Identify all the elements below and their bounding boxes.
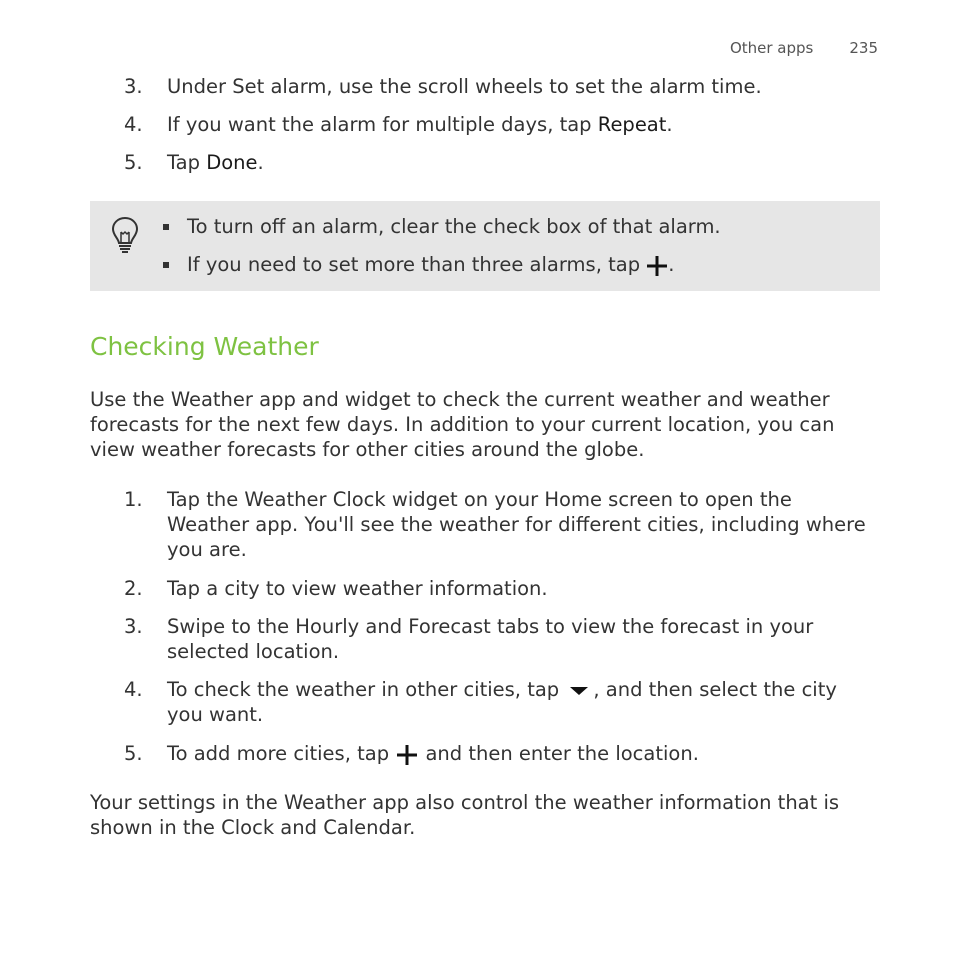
step-text: Tap a city to view weather information. (167, 577, 548, 600)
tip-box (90, 201, 880, 291)
step-number: 1. (124, 488, 143, 511)
step-text: If you want the alarm for multiple days, tap Repeat. (167, 113, 673, 136)
tip-text: To turn off an alarm, clear the check box of that alarm. (187, 215, 721, 238)
plus-icon (395, 744, 419, 766)
bullet-square (163, 224, 169, 230)
tip-text: If you need to set more than three alarms, tap . (187, 253, 675, 276)
step-text: To add more cities, tap and then enter the location. (167, 742, 699, 765)
section-name: Other apps (729, 39, 814, 57)
intro-paragraph: Use the Weather app and widget to check the current weather and weather forecasts for the next few days. In addition to your current location, you can view weather forecasts for other cities around the globe. (90, 388, 835, 461)
section-heading: Checking Weather (90, 332, 319, 361)
step-number: 3. (124, 615, 143, 638)
step-number: 2. (124, 577, 143, 600)
page-header (730, 39, 878, 57)
step-number: 3. (124, 75, 143, 98)
step-text: Under Set alarm, use the scroll wheels to set the alarm time. (167, 75, 762, 98)
bullet-square (163, 262, 169, 268)
step-text: To check the weather in other cities, tap , and then select the city you want. (167, 678, 837, 726)
step-number: 5. (124, 151, 143, 174)
closing-paragraph: Your settings in the Weather app also control the weather information that is shown in the Clock and Calendar. (90, 791, 840, 839)
dropdown-arrow-icon (565, 681, 593, 701)
step-text: Tap Done. (167, 151, 264, 174)
step-text: Tap the Weather Clock widget on your Home screen to open the Weather app. You'll see the weather for different cities, including where you are. (167, 488, 866, 561)
step-text: Swipe to the Hourly and Forecast tabs to view the forecast in your selected location. (167, 615, 814, 663)
step-number: 5. (124, 742, 143, 765)
step-number: 4. (124, 678, 143, 701)
ui-label-repeat: Repeat (597, 113, 667, 136)
ui-label-done: Done (206, 151, 258, 174)
step-number: 4. (124, 113, 143, 136)
page-number: 235 (849, 39, 878, 57)
plus-icon (646, 255, 668, 277)
lightbulb-icon (110, 215, 140, 257)
